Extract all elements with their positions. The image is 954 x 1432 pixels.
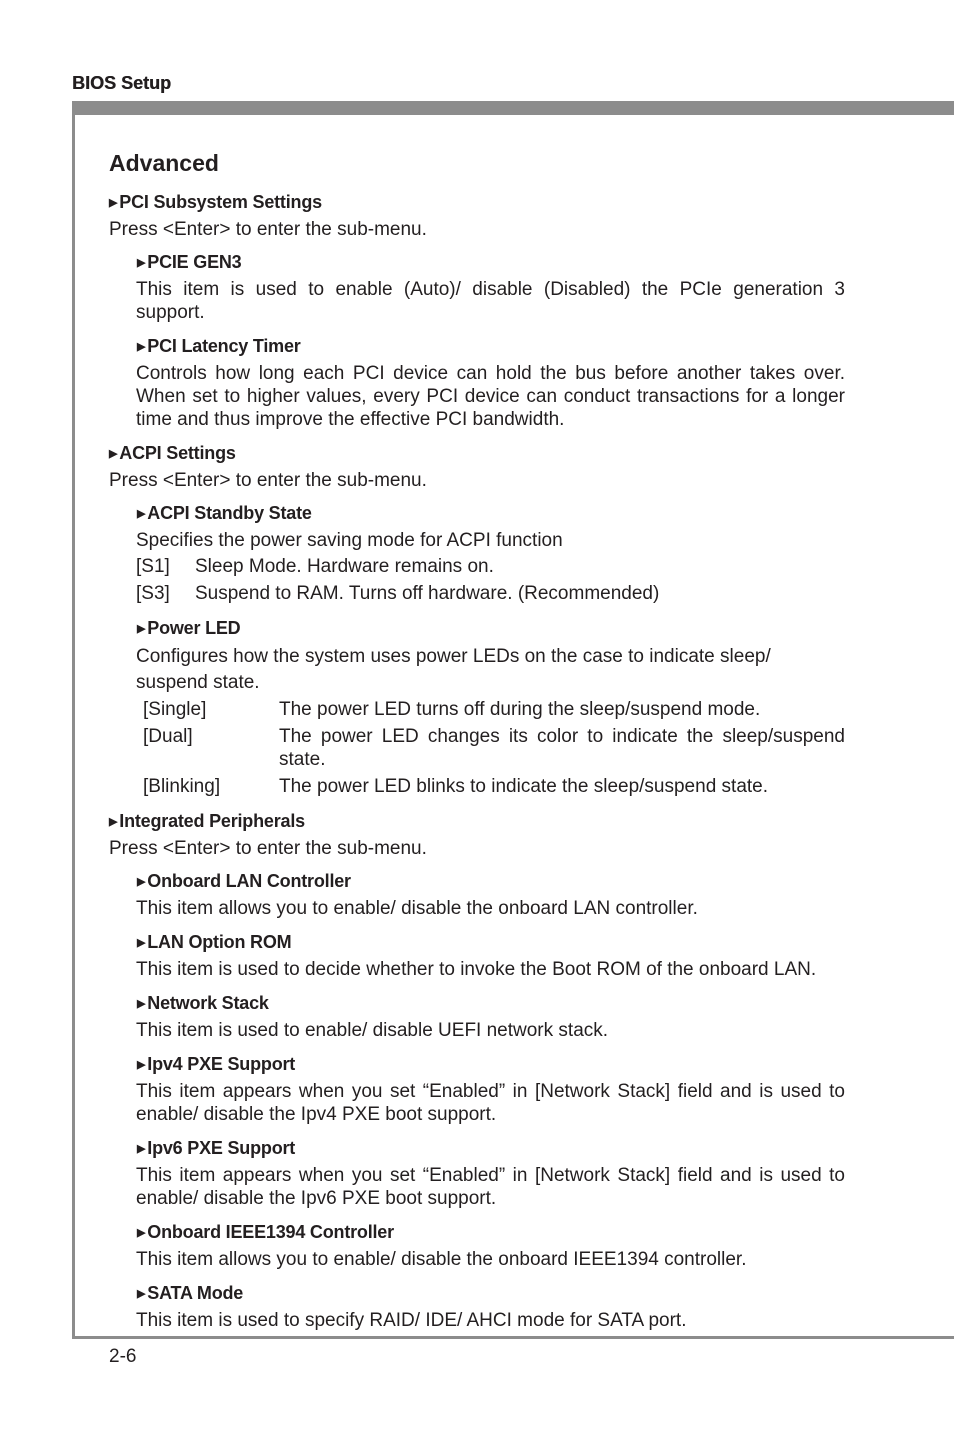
setting-heading-sata-mode [137,1282,845,1305]
setting-description: This item is used to enable/ disable UEFI network stack. [136,1020,609,1041]
menu-description: Press <Enter> to enter the sub-menu. [109,470,427,491]
left-border [72,101,75,1339]
setting-heading-label: Onboard LAN Controller [147,871,351,891]
setting-description: This item is used to enable (Auto)/ disable (Disabled) the PCIe generation 3 support. [136,279,845,323]
menu-heading-label: Integrated Peripherals [119,811,305,831]
setting-heading-label: Ipv4 PXE Support [147,1054,296,1074]
section-title: Advanced [109,150,219,176]
setting-heading-pci-latency-timer [137,335,845,358]
setting-heading-label: Onboard IEEE1394 Controller [147,1222,394,1242]
setting-heading-label: LAN Option ROM [147,932,292,952]
setting-heading-label: PCI Latency Timer [147,336,301,356]
setting-description: This item allows you to enable/ disable the onboard LAN controller. [136,898,698,919]
setting-description: Specifies the power saving mode for ACPI function [136,530,563,551]
option-key: [S1] [136,556,170,577]
option-key: [S3] [136,583,170,604]
page-number: 2-6 [109,1346,137,1367]
triangle-right-icon: ▶ [137,1143,146,1155]
menu-heading-integrated-peripherals [109,810,845,833]
option-row [143,725,845,771]
setting-heading-label: ACPI Standby State [147,503,312,523]
setting-heading-power-led [137,617,845,640]
setting-heading-label: SATA Mode [147,1283,244,1303]
option-value: Sleep Mode. Hardware remains on. [195,556,494,577]
setting-heading-lan-option-rom [137,931,845,954]
setting-description: Configures how the system uses power LEDs on the case to indicate sleep/ suspend state. [136,646,771,693]
page-content [109,150,845,1343]
setting-heading-ipv6-pxe-support [137,1137,845,1160]
option-row [136,582,845,605]
setting-description: This item allows you to enable/ disable the onboard IEEE1394 controller. [136,1249,747,1270]
option-row [136,555,845,578]
menu-heading-label: ACPI Settings [119,443,236,463]
triangle-right-icon: ▶ [137,508,146,520]
triangle-right-icon: ▶ [137,1059,146,1071]
option-value: The power LED blinks to indicate the sleep/suspend state. [279,776,769,797]
setting-heading-label: PCIE GEN3 [147,252,242,272]
triangle-right-icon: ▶ [109,197,118,209]
option-value: The power LED turns off during the sleep/suspend mode. [279,699,761,720]
setting-heading-label: Network Stack [147,993,269,1013]
setting-heading-onboard-lan-controller [137,870,845,893]
option-row [143,775,845,798]
header-title: BIOS Setup [72,73,172,93]
triangle-right-icon: ▶ [137,257,146,269]
setting-description: This item is used to decide whether to invoke the Boot ROM of the onboard LAN. [136,959,817,980]
setting-description: This item appears when you set “Enabled” in [Network Stack] field and is used to enable/ disable the Ipv4 PXE boot support. [136,1081,845,1125]
header-bar [72,101,954,115]
setting-heading-onboard-ieee1394-controller [137,1221,845,1244]
option-key: [Dual] [143,726,193,747]
triangle-right-icon: ▶ [137,998,146,1010]
option-value: The power LED changes its color to indicate the sleep/suspend state. [279,726,845,770]
triangle-right-icon: ▶ [137,937,146,949]
triangle-right-icon: ▶ [137,341,146,353]
menu-heading-pci-subsystem [109,191,845,214]
setting-description: Controls how long each PCI device can hold the bus before another takes over. When set to higher values, every PCI device can conduct transactions for a longer time and thus improve the effective PCI bandwidth. [136,363,845,430]
setting-heading-pcie-gen3 [137,251,845,274]
triangle-right-icon: ▶ [109,448,118,460]
option-key: [Blinking] [143,776,221,797]
setting-heading-ipv4-pxe-support [137,1053,845,1076]
option-value: Suspend to RAM. Turns off hardware. (Recommended) [195,583,660,604]
menu-description: Press <Enter> to enter the sub-menu. [109,219,427,240]
menu-heading-acpi-settings [109,442,845,465]
menu-heading-label: PCI Subsystem Settings [119,192,322,212]
triangle-right-icon: ▶ [137,623,146,635]
setting-heading-label: Power LED [147,618,241,638]
setting-heading-acpi-standby-state [137,502,845,525]
option-key: [Single] [143,699,207,720]
triangle-right-icon: ▶ [137,1288,146,1300]
option-row [143,698,845,721]
triangle-right-icon: ▶ [137,1227,146,1239]
setting-description: This item appears when you set “Enabled” in [Network Stack] field and is used to enable/ disable the Ipv6 PXE boot support. [136,1165,845,1209]
menu-description: Press <Enter> to enter the sub-menu. [109,838,427,859]
triangle-right-icon: ▶ [137,876,146,888]
setting-heading-network-stack [137,992,845,1015]
triangle-right-icon: ▶ [109,816,118,828]
setting-heading-label: Ipv6 PXE Support [147,1138,296,1158]
setting-description: This item is used to specify RAID/ IDE/ AHCI mode for SATA port. [136,1310,687,1331]
